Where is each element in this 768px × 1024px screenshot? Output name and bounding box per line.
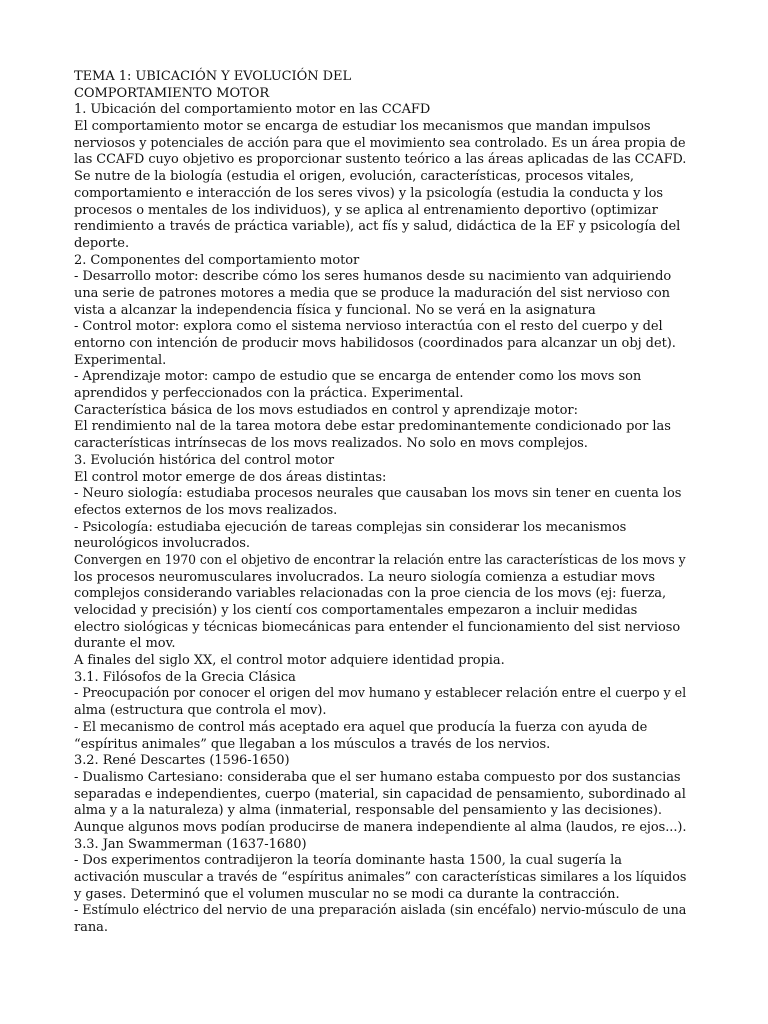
text-line: - Aprendizaje motor: campo de estudio que se encarga de entender como los movs son — [74, 369, 642, 385]
text-line: una serie de patrones motores a media que se produce la maduración del sist nervioso con — [74, 285, 670, 301]
text-line: aprendidos y perfeccionados con la práctica. Experimental. — [74, 386, 464, 402]
text-line: El control motor emerge de dos áreas distintas: — [74, 469, 387, 485]
text-line: nerviosos y potenciales de acción para que el movimiento sea controlado. Es un área propia de — [74, 135, 686, 151]
text-line: - Estímulo eléctrico del nervio de una preparación aislada (sin encéfalo) nervio-músculo de una — [74, 903, 687, 919]
text-line: alma (estructura que controla el mov). — [74, 703, 327, 719]
text-line: El comportamiento motor se encarga de estudiar los mecanismos que mandan impulsos — [74, 119, 651, 135]
text-line: 3.3. Jan Swammerman (1637-1680) — [74, 836, 307, 852]
text-line: 3.2. René Descartes (1596-1650) — [74, 753, 290, 769]
text-line: procesos o mentales de los individuos), y se aplica al entrenamiento deportivo (optimizar — [74, 202, 658, 218]
text-line: las CCAFD cuyo objetivo es proporcionar sustento teórico a las áreas aplicadas de las CCAFD. — [74, 152, 687, 168]
text-line: durante el mov. — [74, 636, 176, 652]
text-line: comportamiento e interacción de los seres vivos) y la psicología (estudia la conducta y los — [74, 185, 664, 201]
text-line: características intrínsecas de los movs realizados. No solo en movs complejos. — [74, 436, 588, 452]
text-line: COMPORTAMIENTO MOTOR — [74, 85, 270, 101]
text-line: Experimental. — [74, 352, 167, 368]
text-line: - Neuro siología: estudiaba procesos neurales que causaban los movs sin tener en cuenta los — [74, 486, 682, 502]
text-line: 1. Ubicación del comportamiento motor en las CCAFD — [74, 102, 431, 118]
text-line: A finales del siglo XX, el control motor adquiere identidad propia. — [74, 653, 505, 669]
text-line: El rendimiento nal de la tarea motora debe estar predominantemente condicionado por las — [74, 419, 671, 435]
text-line: TEMA 1: UBICACIÓN Y EVOLUCIÓN DEL — [74, 69, 352, 84]
text-line: - Psicología: estudiaba ejecución de tareas complejas sin considerar los mecanismos — [74, 519, 627, 535]
text-line: activación muscular a través de “espíritus animales” con características similares a los líquidos — [74, 870, 687, 885]
text-line: efectos externos de los movs realizados. — [74, 502, 338, 518]
text-line: complejos considerando variables relacionadas con la proe ciencia de los movs (ej: fuerza, — [74, 586, 667, 602]
text-line: y gases. Determinó que el volumen muscular no se modi ca durante la contracción. — [74, 886, 620, 902]
text-line: alma y a la naturaleza) y alma (inmaterial, responsable del pensamiento y las decisiones). — [74, 803, 663, 819]
text-line: entorno con intención de producir movs habilidosos (coordinados para alcanzar un obj det). — [74, 336, 676, 351]
text-line: 2. Componentes del comportamiento motor — [74, 252, 360, 268]
text-line: 3.1. Filósofos de la Grecia Clásica — [74, 669, 296, 685]
text-line: - Desarrollo motor: describe cómo los seres humanos desde su nacimiento van adquiriendo — [74, 269, 672, 285]
text-line: rana. — [74, 920, 108, 936]
text-line: - Dualismo Cartesiano: consideraba que el ser humano estaba compuesto por dos sustancias — [74, 769, 681, 785]
text-line: - Dos experimentos contradijeron la teoría dominante hasta 1500, la cual sugería la — [74, 853, 622, 869]
text-line: los procesos neuromusculares involucrados. La neuro siología comienza a estudiar movs — [74, 569, 655, 585]
text-line: separadas e independientes, cuerpo (material, sin capacidad de pensamiento, subordinado al — [74, 786, 686, 802]
text-line: rendimiento a través de práctica variable), act fís y salud, didáctica de la EF y psicología del — [74, 219, 681, 235]
text-line: neurológicos involucrados. — [74, 536, 250, 552]
text-line: Se nutre de la biología (estudia el origen, evolución, características, procesos vitales, — [74, 169, 635, 185]
text-line: 3. Evolución histórica del control motor — [74, 452, 335, 468]
text-line: “espíritus animales” que llegaban a los músculos a través de los nervios. — [74, 736, 551, 752]
text-line: - El mecanismo de control más aceptado era aquel que producía la fuerza con ayuda de — [74, 719, 648, 735]
text-line: deporte. — [74, 235, 130, 251]
text-line: - Control motor: explora como el sistema nervioso interactúa con el resto del cuerpo y del — [74, 319, 663, 335]
text-line: velocidad y precisión) y los cientí cos comportamentales empezaron a incluir medidas — [74, 603, 638, 618]
text-line: Convergen en 1970 con el objetivo de encontrar la relación entre las características de los movs y — [74, 552, 686, 568]
text-line: - Preocupación por conocer el origen del mov humano y establecer relación entre el cuerpo y el — [74, 686, 687, 702]
text-line: electro siológicas y técnicas biomecánicas para entender el funcionamiento del sist nervioso — [74, 619, 681, 635]
text-line: Característica básica de los movs estudiados en control y aprendizaje motor: — [74, 402, 578, 418]
text-line: Aunque algunos movs podían producirse de manera independiente al alma (laudos, re ejos...). — [74, 819, 687, 835]
document-body — [74, 69, 686, 937]
text-line: vista a alcanzar la independencia física y funcional. No se verá en la asignatura — [74, 302, 596, 318]
